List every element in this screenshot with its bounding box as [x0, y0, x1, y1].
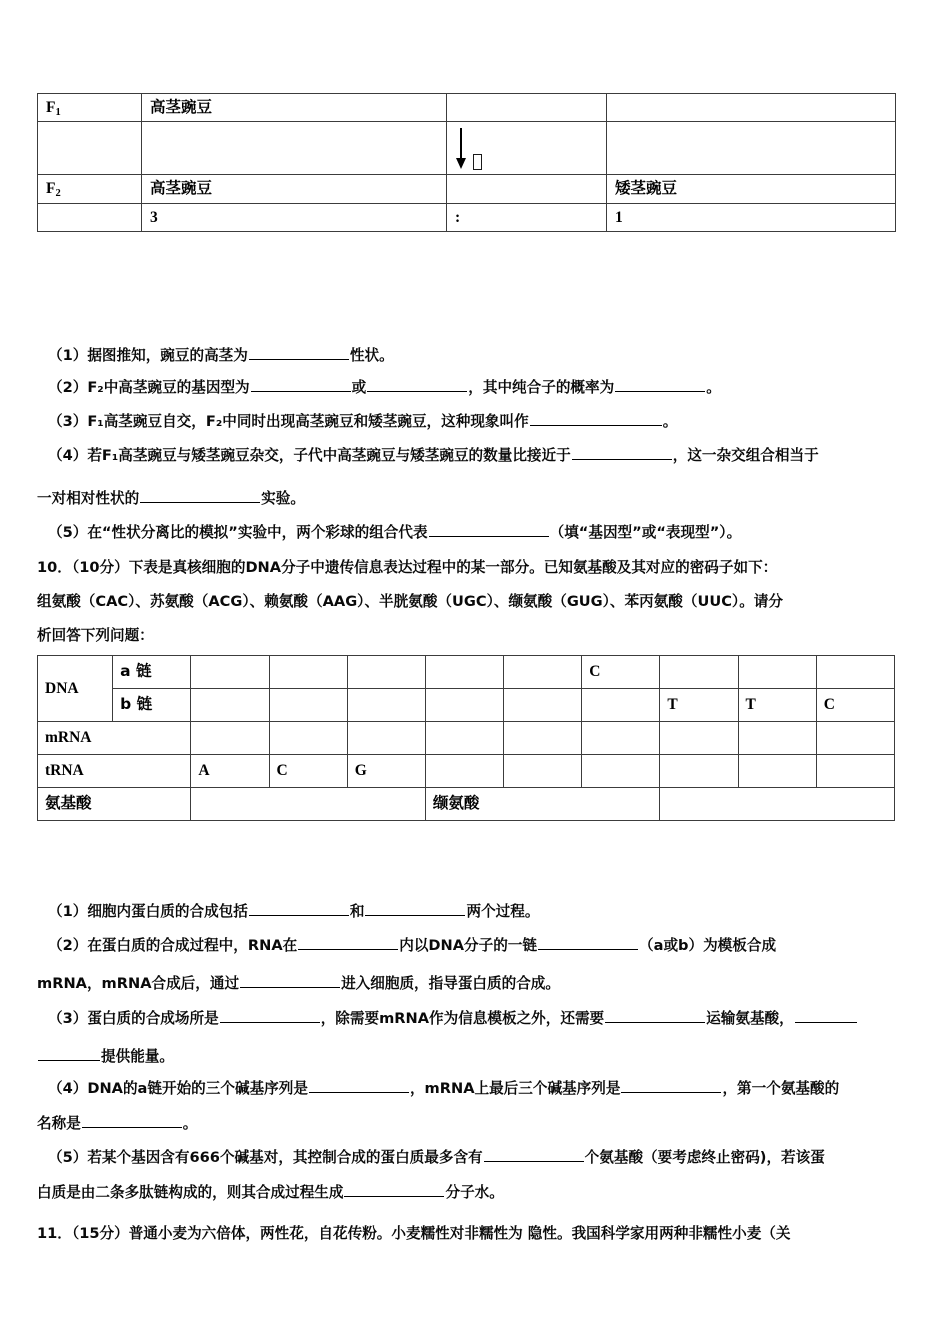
a-chain-cell — [191, 656, 269, 689]
answer-blank[interactable] — [251, 377, 351, 392]
selfing-arrow-group — [455, 126, 598, 170]
question-text: （1）据图推知，豌豆的高茎为 — [48, 347, 248, 364]
question-10-item-2-line2 — [37, 972, 560, 993]
question-text: （4）若F₁高茎豌豆与矮茎豌豆杂交，子代中高茎豌豆与矮茎豌豆的数量比接近于 — [48, 447, 571, 464]
answer-blank[interactable] — [249, 901, 349, 916]
question-text: （5）在“性状分离比的模拟”实验中，两个彩球的组合代表 — [48, 524, 428, 541]
question-10-stem-line1: 10．（10分）下表是真核细胞的DNA分子中遗传信息表达过程中的某一部分。已知氨基酸及其对应的密码子如下： — [37, 559, 778, 576]
question-text: 实验。 — [261, 490, 305, 507]
table-row — [38, 94, 896, 122]
question-text: 两个过程。 — [466, 903, 540, 920]
cross-f2-phenotype-dwarf: 矮茎豌豆 — [607, 175, 896, 203]
missing-glyph-box-icon — [473, 154, 482, 170]
question-9-item-2 — [48, 376, 721, 397]
question-text: （3）蛋白质的合成场所是 — [48, 1010, 219, 1027]
pea-cross-table — [37, 93, 896, 232]
question-text: 提供能量。 — [101, 1048, 174, 1065]
question-text: （1）细胞内蛋白质的合成包括 — [48, 903, 248, 920]
a-chain-cell: C — [582, 656, 660, 689]
mrna-cell — [816, 722, 894, 755]
mrna-label: mRNA — [38, 722, 191, 755]
amino-acid-group-1 — [191, 788, 426, 821]
answer-blank[interactable] — [367, 377, 467, 392]
table-row — [38, 203, 896, 231]
question-9-item-1 — [48, 344, 394, 365]
question-text: 性状。 — [349, 347, 394, 364]
trna-cell: C — [269, 755, 347, 788]
question-text: 。 — [662, 413, 678, 430]
cross-f1-col3 — [447, 94, 607, 122]
b-chain-cell — [582, 689, 660, 722]
question-text: 运输氨基酸， — [706, 1010, 794, 1027]
answer-blank[interactable] — [572, 445, 672, 460]
trna-cell — [425, 755, 503, 788]
answer-blank[interactable] — [240, 973, 340, 988]
b-chain-label: b 链 — [113, 689, 191, 722]
question-10-item-5-line1 — [48, 1146, 825, 1167]
question-text: （3）F₁高茎豌豆自交，F₂中同时出现高茎豌豆和矮茎豌豆，这种现象叫作 — [48, 413, 529, 430]
trna-cell — [582, 755, 660, 788]
question-text: 一对相对性状的 — [37, 490, 140, 507]
question-10-stem-line2: 组氨酸（CAC）、苏氨酸（ACG）、赖氨酸（AAG）、半胱氨酸（UGC）、缬氨酸（GUG）、苯丙氨酸（UUC）。请分 — [37, 593, 783, 610]
question-text: ，除需要mRNA作为信息模板之外，还需要 — [320, 1010, 605, 1027]
question-9-item-4-line1 — [48, 444, 819, 465]
question-text: 进入细胞质，指导蛋白质的合成。 — [341, 975, 560, 992]
question-text: 名称是 — [37, 1115, 81, 1132]
a-chain-cell — [816, 656, 894, 689]
a-chain-label: a 链 — [113, 656, 191, 689]
answer-blank[interactable] — [429, 522, 549, 537]
b-chain-cell: T — [738, 689, 816, 722]
arrow-down-icon — [455, 128, 467, 170]
answer-blank[interactable] — [220, 1008, 320, 1023]
question-10-item-5-line2 — [37, 1181, 504, 1202]
b-chain-cell — [425, 689, 503, 722]
question-text: 个氨基酸（要考虑终止密码)，若该蛋 — [584, 1149, 825, 1166]
question-text: ，第一个氨基酸的 — [722, 1080, 840, 1097]
question-9-item-4-line2 — [37, 487, 305, 508]
a-chain-cell — [738, 656, 816, 689]
dna-expression-table — [37, 655, 895, 821]
mrna-cell — [347, 722, 425, 755]
question-text: mRNA，mRNA合成后，通过 — [37, 975, 240, 992]
cross-arrow-col4 — [607, 122, 896, 175]
a-chain-cell — [269, 656, 347, 689]
trna-cell: G — [347, 755, 425, 788]
amino-acid-group-2: 缬氨酸 — [425, 788, 660, 821]
trna-cell — [738, 755, 816, 788]
mrna-cell — [191, 722, 269, 755]
b-chain-cell — [191, 689, 269, 722]
cross-f2-phenotype-tall: 高茎豌豆 — [142, 175, 447, 203]
amino-acid-group-3 — [660, 788, 895, 821]
b-chain-cell: C — [816, 689, 894, 722]
question-text: （2）在蛋白质的合成过程中，RNA在 — [48, 937, 298, 954]
mrna-cell — [660, 722, 738, 755]
question-text: 和 — [349, 903, 365, 920]
trna-label: tRNA — [38, 755, 191, 788]
question-10-item-1 — [48, 900, 539, 921]
question-text: （4）DNA的a链开始的三个碱基序列是 — [48, 1080, 308, 1097]
question-text: 或 — [351, 379, 367, 396]
a-chain-cell — [425, 656, 503, 689]
answer-blank[interactable] — [615, 377, 705, 392]
trna-cell — [816, 755, 894, 788]
b-chain-cell — [269, 689, 347, 722]
question-10-item-3-line2 — [37, 1045, 174, 1066]
question-text: （a或b）为模板合成 — [639, 937, 777, 954]
trna-cell: A — [191, 755, 269, 788]
question-9-item-3 — [48, 410, 677, 431]
question-text: 内以DNA分子的一链 — [399, 937, 537, 954]
mrna-cell — [425, 722, 503, 755]
cross-ratio-label — [38, 203, 142, 231]
trna-cell — [660, 755, 738, 788]
question-10-item-2-line1 — [48, 934, 776, 955]
b-chain-cell: T — [660, 689, 738, 722]
answer-blank[interactable] — [309, 1078, 409, 1093]
question-10-item-4-line1 — [48, 1077, 839, 1098]
table-row — [38, 689, 895, 722]
mrna-cell — [269, 722, 347, 755]
answer-blank[interactable] — [249, 345, 349, 360]
mrna-cell — [582, 722, 660, 755]
a-chain-cell — [347, 656, 425, 689]
question-10-item-4-line2 — [37, 1112, 197, 1133]
question-text: （填“基因型”或“表现型”）。 — [549, 524, 742, 541]
question-10-item-3-line1 — [48, 1007, 858, 1028]
a-chain-cell — [660, 656, 738, 689]
question-text: ，这一杂交组合相当于 — [672, 447, 819, 464]
table-row — [38, 175, 896, 203]
trna-cell — [504, 755, 582, 788]
table-row — [38, 656, 895, 689]
question-text: 分子水。 — [445, 1184, 504, 1201]
question-text: ，mRNA上最后三个碱基序列是 — [409, 1080, 621, 1097]
answer-blank[interactable] — [298, 935, 398, 950]
cross-arrow-col2 — [142, 122, 447, 175]
cross-f2-col3 — [447, 175, 607, 203]
amino-acid-label: 氨基酸 — [38, 788, 191, 821]
mrna-cell — [504, 722, 582, 755]
b-chain-cell — [347, 689, 425, 722]
question-text: 。 — [706, 379, 721, 396]
question-text: （2）F₂中高茎豌豆的基因型为 — [48, 379, 250, 396]
answer-blank[interactable] — [365, 901, 465, 916]
question-11-stem-line1: 11．（15分）普通小麦为六倍体，两性花，自花传粉。小麦糯性对非糯性为 隐性。我国科学家用两种非糯性小麦（关 — [37, 1225, 791, 1242]
cross-arrow-row-label — [38, 122, 142, 175]
cross-row-label-f2: $F_2$ — [38, 175, 142, 203]
answer-blank[interactable] — [344, 1182, 444, 1197]
question-text: ，其中纯合子的概率为 — [468, 379, 615, 396]
question-text: 白质是由二条多肽链构成的，则其合成过程生成 — [37, 1184, 344, 1201]
cross-ratio-tall: 3 — [142, 203, 447, 231]
question-10-stem-line3: 析回答下列问题： — [37, 627, 154, 644]
answer-blank[interactable] — [795, 1008, 857, 1023]
answer-blank[interactable] — [538, 935, 638, 950]
question-text: 。 — [182, 1115, 198, 1132]
answer-blank[interactable] — [82, 1113, 182, 1128]
answer-blank[interactable] — [38, 1046, 100, 1061]
mrna-cell — [738, 722, 816, 755]
dna-label: DNA — [38, 656, 113, 722]
answer-blank[interactable] — [605, 1008, 705, 1023]
a-chain-cell — [504, 656, 582, 689]
cross-f1-col4 — [607, 94, 896, 122]
answer-blank[interactable] — [621, 1078, 721, 1093]
table-row — [38, 722, 895, 755]
answer-blank[interactable] — [530, 411, 662, 426]
table-row — [38, 122, 896, 175]
answer-blank[interactable] — [484, 1147, 584, 1162]
cross-row-label-f1: $F_1$ — [38, 94, 142, 122]
cross-ratio-dwarf: 1 — [607, 203, 896, 231]
question-9-item-5 — [48, 521, 741, 542]
table-row — [38, 788, 895, 821]
cross-f1-phenotype: 高茎豌豆 — [142, 94, 447, 122]
question-text: （5）若某个基因含有666个碱基对，其控制合成的蛋白质最多含有 — [48, 1149, 483, 1166]
b-chain-cell — [504, 689, 582, 722]
cross-arrow-cell — [447, 122, 607, 175]
table-row — [38, 755, 895, 788]
cross-ratio-separator: : — [447, 203, 607, 231]
answer-blank[interactable] — [140, 488, 260, 503]
